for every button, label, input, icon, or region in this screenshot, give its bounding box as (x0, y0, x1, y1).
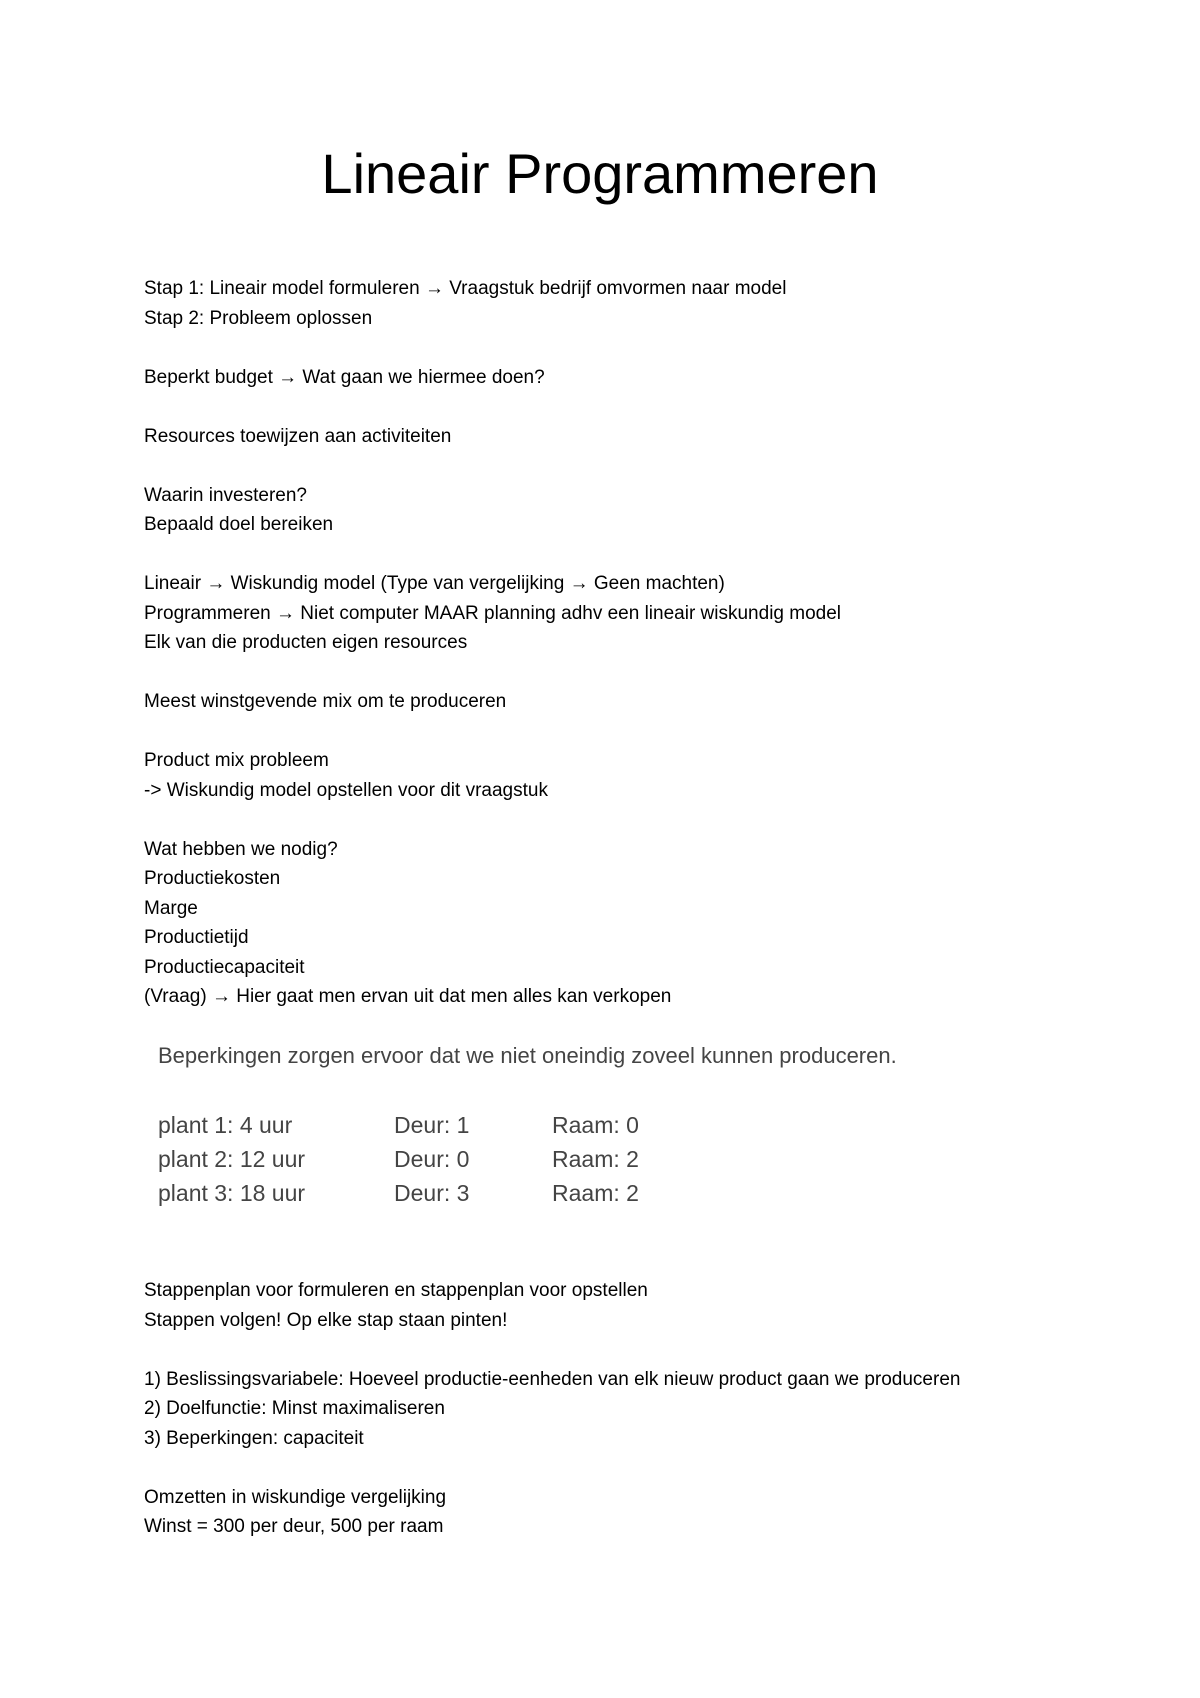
arrow-icon: → (276, 602, 295, 624)
text-line (144, 864, 1104, 894)
window-count: Raam: 0 (552, 1112, 639, 1138)
text-line (144, 953, 1104, 983)
text-line (144, 923, 1104, 953)
text-line: Stappenplan voor formuleren en stappenplan voor opstellen (144, 1280, 648, 1301)
line-text: Wat hebben we nodig? (144, 838, 338, 860)
line-text: Elk van die producten eigen resources (144, 632, 468, 653)
line-text: Programmeren (144, 602, 276, 624)
line-text: Productiekosten (144, 868, 281, 889)
line-text: Product mix probleem (144, 750, 329, 771)
blank-line (144, 333, 1104, 363)
window-count: Raam: 2 (552, 1146, 639, 1172)
text-line (144, 835, 1104, 865)
line-text: Lineair (144, 573, 207, 594)
line-text: Hier gaat men ervan uit dat men alles kan verkopen (230, 986, 672, 1007)
text-line (144, 274, 1104, 304)
plant-hours: plant 3: 18 uur (158, 1180, 306, 1206)
text-line (144, 746, 1104, 776)
line-text: Productietijd (144, 927, 249, 948)
window-count: Raam: 2 (552, 1180, 639, 1206)
blank-line (144, 1335, 1104, 1365)
line-text: Niet computer MAAR planning adhv een lineair wiskundig model (295, 602, 842, 624)
line-text: Stap 1: Lineair model formuleren (144, 278, 425, 299)
door-count: Deur: 0 (394, 1146, 470, 1172)
blank-line (144, 451, 1104, 481)
page-title: Lineair Programmeren (321, 142, 879, 205)
blank-line (144, 717, 1104, 747)
text-line (144, 894, 1104, 924)
plant-table (158, 1112, 858, 1214)
text-line: 1) Beslissingsvariabele: Hoeveel productie-eenheden van elk nieuw product gaan we produceren (144, 1368, 961, 1390)
line-text: (Vraag) (144, 986, 212, 1007)
text-line (144, 304, 1104, 334)
text-line (144, 599, 1104, 629)
plant-row (158, 1112, 858, 1146)
blank-line (144, 658, 1104, 688)
text-line (144, 569, 1104, 599)
door-count: Deur: 1 (394, 1112, 470, 1138)
text-line (144, 982, 1104, 1012)
text-line: 2) Doelfunctie: Minst maximaliseren (144, 1398, 445, 1419)
text-line (144, 510, 1104, 540)
text-line: Omzetten in wiskundige vergelijking (144, 1486, 447, 1508)
blank-line (144, 540, 1104, 570)
plant-hours: plant 1: 4 uur (158, 1112, 293, 1138)
text-line: Stappen volgen! Op elke stap staan pinten! (144, 1309, 508, 1331)
text-line: Winst = 300 per deur, 500 per raam (144, 1516, 444, 1537)
text-line: 3) Beperkingen: capaciteit (144, 1427, 364, 1449)
blank-line (144, 1453, 1104, 1483)
line-text: Wat gaan we hiermee doen? (297, 366, 545, 388)
blank-line (144, 392, 1104, 422)
line-text: -> Wiskundig model opstellen voor dit vraagstuk (144, 779, 548, 801)
outro-text (144, 1276, 1104, 1542)
text-line (144, 687, 1104, 717)
text-line (144, 363, 1104, 393)
plant-row (158, 1180, 858, 1214)
line-text: Productiecapaciteit (144, 956, 305, 978)
line-text: Stap 2: Probleem oplossen (144, 307, 373, 329)
arrow-icon: → (424, 278, 444, 299)
text-line (144, 481, 1104, 511)
arrow-icon: → (211, 986, 231, 1007)
text-line (144, 776, 1104, 806)
line-text: Meest winstgevende mix om te produceren (144, 691, 507, 712)
line-text: Bepaald doel bereiken (144, 514, 334, 535)
arrow-icon: → (278, 366, 298, 388)
constraints-note (158, 1040, 1058, 1072)
constraints-heading: Beperkingen zorgen ervoor dat we niet oneindig zoveel kunnen produceren. (158, 1043, 897, 1068)
text-line (144, 628, 1104, 658)
arrow-icon: → (206, 573, 226, 594)
text-line (144, 422, 1104, 452)
line-text: Vraagstuk bedrijf omvormen naar model (443, 278, 787, 299)
line-text: Waarin investeren? (144, 484, 307, 506)
line-text: Wiskundig model (Type van vergelijking → Geen machten) (225, 573, 725, 594)
plant-row (158, 1146, 858, 1180)
line-text: Beperkt budget (144, 366, 279, 388)
plant-hours: plant 2: 12 uur (158, 1146, 306, 1172)
intro-text (144, 274, 1104, 1012)
door-count: Deur: 3 (394, 1180, 470, 1206)
line-text: Resources toewijzen aan activiteiten (144, 425, 452, 447)
line-text: Marge (144, 897, 198, 919)
blank-line (144, 805, 1104, 835)
